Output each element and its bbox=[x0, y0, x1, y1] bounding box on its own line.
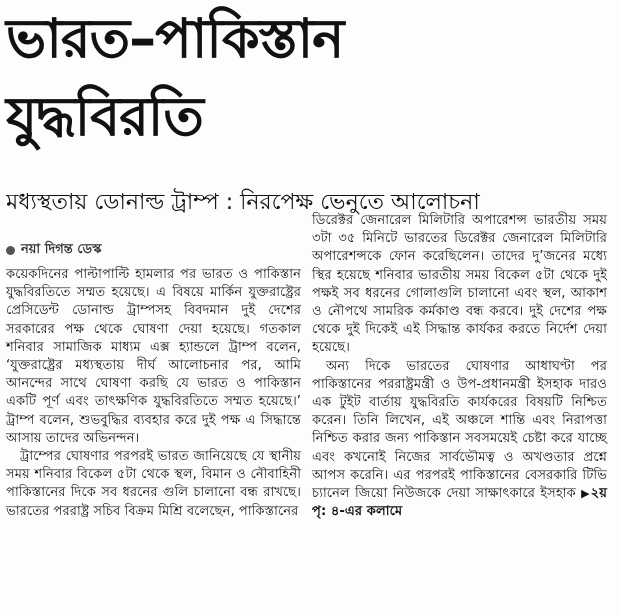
byline bbox=[6, 240, 301, 260]
left-column bbox=[6, 240, 301, 521]
byline-text: নয়া দিগন্ত ডেস্ক bbox=[21, 241, 102, 257]
paragraph-with-continuation bbox=[312, 358, 607, 522]
headline-line-2: যুদ্ধবিরতি bbox=[6, 85, 203, 148]
bullet-icon bbox=[6, 246, 15, 255]
paragraph: অন্য দিকে ভারতের ঘোষণার আধাঘণ্টা পর পাকিস্তানের পররাষ্ট্রমন্ত্রী ও উপ-প্রধানমন্ত্রী ইসহাক দারও এক টুইট বার্তায় যুদ্ধবিরতি কার্যকরের বিষয়টি নিশ্চিত করেন। তিনি লিখেন, এই অঞ্চলে শান্তি এবং নিরাপত্তা নিশ্চিত করার জন্য পাকিস্তান সবসময়েই চেষ্টা করে যাচ্ছে এবং কখনোই নিজের সার্বভৌমত্ব ও অখণ্ডতার প্রশ্নে আপস করেনি। এর পরপরই পাকিস্তানের বেসরকারি টিভি চ্যানেল জিয়ো নিউজকে দেয়া সাক্ষাৎকারে ইসহাক bbox=[312, 358, 607, 502]
right-column bbox=[312, 212, 607, 521]
headline bbox=[6, 0, 614, 156]
paragraph: ডিরেক্টর জেনারেল মিলিটারি অপারেশন্স ভারতীয় সময় ৩টা ৩৫ মিনিটে ভারতের ডিরেক্টর জেনারেল মিলিটারি অপারেশন্সকে ফোন করেছিলেন। তাদের দু’জনের মধ্যে স্থির হয়েছে শনিবার ভারতীয় সময় বিকেল ৫টা থেকে দুই পক্ষই সব ধরনের গোলাগুলি চালানো এবং স্থল, আকাশ ও নৌপথে সামরিক কর্মকাণ্ড বন্ধ করবে। দুই দেশের পক্ষ থেকে দুই দিকেই এই সিদ্ধান্ত কার্যকর করতে নির্দেশ দেয়া হয়েছে। bbox=[312, 213, 607, 356]
triangle-icon: ▶ bbox=[581, 487, 591, 501]
paragraph: ট্রাম্পের ঘোষণার পরপরই ভারত জানিয়েছে যে স্থানীয় সময় শনিবার বিকেল ৫টা থেকে স্থল, বিমান ও নৌবাহিনী পাকিস্তানের দিকে সব ধরনের গুলি চালানো বন্ধ রাখছে। ভারতের পররাষ্ট্র সচিব বিক্রম মিশ্রি বলেছেন, পাকিস্তানের bbox=[6, 449, 301, 519]
continuation-text: ২য় পৃ: ৪-এর কলামে bbox=[312, 486, 607, 520]
paragraph: কয়েকদিনের পাল্টাপাল্টি হামলার পর ভারত ও পাকিস্তান যুদ্ধবিরতিতে সম্মত হয়েছে। এ বিষয়ে মার্কিন যুক্তরাষ্ট্রের প্রেসিডেন্ট ডোনাল্ড ট্রাম্পসহ বিবদমান দুই দেশের সরকারের পক্ষ থেকে ঘোষণা দেয়া হয়েছে। গতকাল শনিবার সামাজিক মাধ্যম এক্স হ্যান্ডলে ট্রাম্প বলেন, ‘যুক্তরাষ্ট্রের মধ্যস্থতায় দীর্ঘ আলোচনার পর, আমি আনন্দের সাথে ঘোষণা করছি যে ভারত ও পাকিস্তান একটি পূর্ণ এবং তাৎক্ষণিক যুদ্ধবিরতিতে সম্মত হয়েছে।’ ট্রাম্প বলেন, শুভবুদ্ধির ব্যবহার করে দুই পক্ষ এ সিদ্ধান্তে আসায় তাদের অভিনন্দন। bbox=[6, 267, 301, 446]
headline-line-1: ভারত–পাকিস্তান bbox=[6, 7, 344, 70]
subheadline: মধ্যস্থতায় ডোনাল্ড ট্রাম্প : নিরপেক্ষ ভেনুতে আলোচনা bbox=[6, 190, 480, 215]
